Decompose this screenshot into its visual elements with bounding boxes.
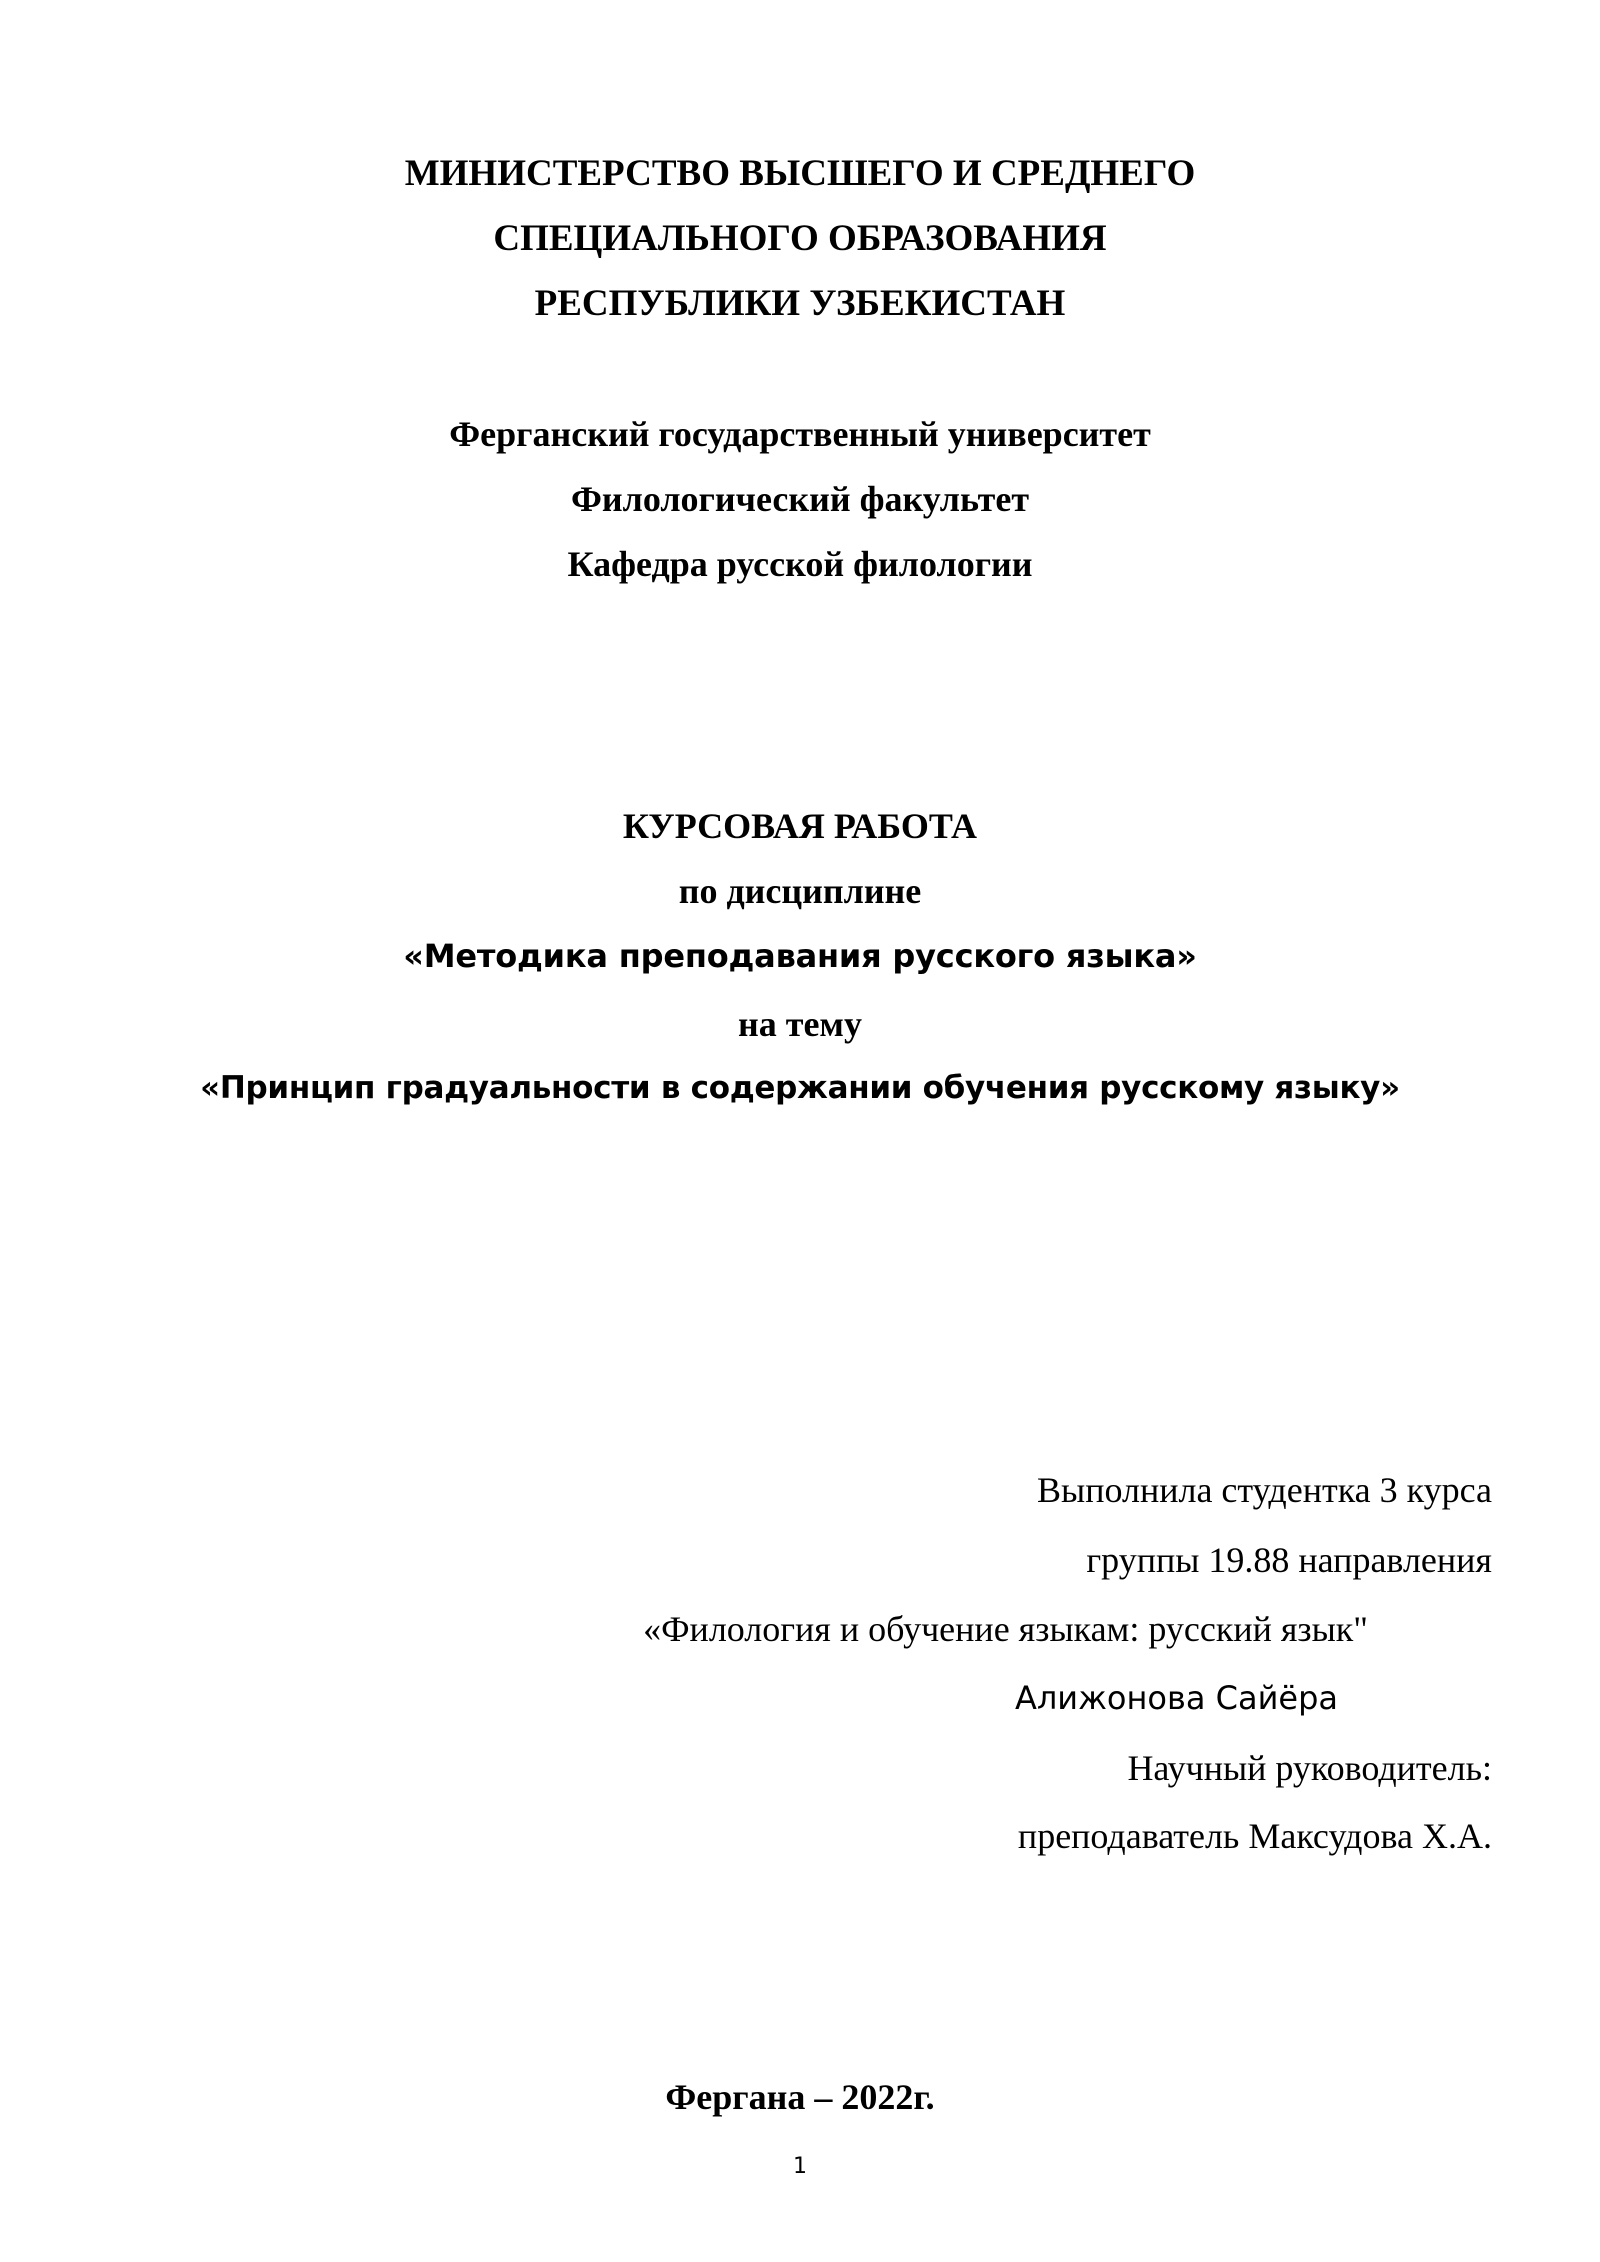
ministry-line-1: МИНИСТЕРСТВО ВЫСШЕГО И СРЕДНЕГО (404, 153, 1196, 194)
ministry-line-2: СПЕЦИАЛЬНОГО ОБРАЗОВАНИЯ (493, 218, 1107, 259)
ministry-line-3: РЕСПУБЛИКИ УЗБЕКИСТАН (534, 283, 1066, 324)
page-number: 1 (793, 2154, 807, 2179)
discipline-prefix: по дисциплине (678, 871, 922, 911)
student-name: Алижонова Сайёра (1014, 1679, 1338, 1717)
work-type: КУРСОВАЯ РАБОТА (622, 806, 978, 846)
supervisor-label: Научный руководитель: (1127, 1748, 1492, 1788)
topic-prefix: на тему (738, 1004, 862, 1044)
department-name: Кафедра русской филологии (567, 544, 1033, 584)
author-line-1: Выполнила студентка 3 курса (1037, 1470, 1492, 1510)
university-name: Ферганский государственный университет (449, 414, 1151, 454)
discipline-title: «Методика преподавания русского языка» (403, 937, 1197, 975)
faculty-name: Филологический факультет (570, 479, 1030, 519)
author-line-2: группы 19.88 направления (1086, 1540, 1492, 1580)
topic-title: «Принцип градуальности в содержании обучения русскому языку» (200, 1070, 1400, 1106)
supervisor-name: преподаватель Максудова Х.А. (1017, 1816, 1492, 1856)
city-year: Фергана – 2022г. (665, 2077, 935, 2117)
author-line-3: «Филология и обучение языкам: русский язык" (643, 1609, 1368, 1649)
